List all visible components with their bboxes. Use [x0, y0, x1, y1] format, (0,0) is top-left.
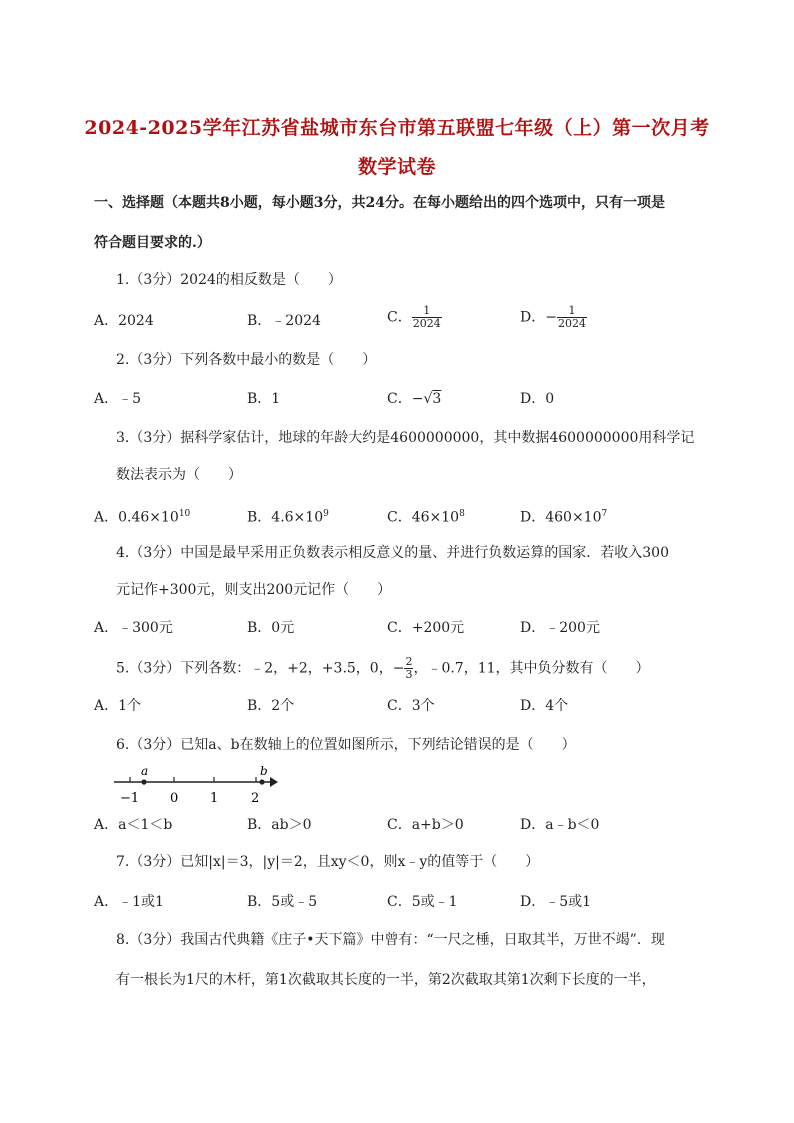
- question-7-stem: 7.（3分）已知|x|＝3，|y|＝2，且xy＜0，则x﹣y的值等于（ ）: [116, 854, 540, 870]
- q1-option-b: B．﹣2024: [247, 313, 321, 329]
- q6-option-b: B．ab＞0: [247, 817, 312, 833]
- q5-option-c: C．3个: [387, 698, 435, 714]
- q3-option-c: [387, 504, 465, 528]
- q3-d-base: D．460×10: [520, 509, 602, 526]
- q5-stem-pre: 5.（3分）下列各数：﹣2，+2，+3.5，0，−: [116, 660, 405, 677]
- tick-label-2: 2: [251, 791, 260, 806]
- q6-option-a: A．a＜1＜b: [94, 817, 173, 833]
- question-5-stem: [116, 656, 650, 681]
- q5-denominator: 3: [405, 668, 413, 681]
- q3-a-base: A．0.46×10: [94, 509, 179, 526]
- q2-option-c: [387, 389, 441, 409]
- q1-c-numerator: 1: [412, 305, 442, 318]
- q2-option-b: B．1: [247, 391, 281, 407]
- q3-d-exponent: 7: [601, 509, 608, 519]
- q3-option-a: [94, 504, 190, 528]
- question-4-stem-line2: 元记作+300元，则支出200元记作（ ）: [116, 582, 392, 598]
- q2-option-d: D．0: [520, 391, 555, 407]
- q6-option-c: C．a+b＞0: [387, 817, 464, 833]
- q3-c-base: C．46×10: [387, 509, 460, 526]
- section-heading-line1: 一、选择题（本题共8小题，每小题3分，共24分。在每小题给出的四个选项中，只有一项是: [94, 195, 665, 211]
- q7-option-b: B．5或﹣5: [247, 894, 318, 910]
- q7-option-d: D．﹣5或1: [520, 894, 592, 910]
- q4-option-d: D．﹣200元: [520, 620, 600, 636]
- q7-option-a: A．﹣1或1: [94, 894, 164, 910]
- q2-option-c-radicand: 3: [432, 391, 442, 407]
- q1-option-d-prefix: D．−: [520, 309, 557, 326]
- q1-option-c-fraction: [412, 305, 442, 330]
- exam-title-line1: 2024-2025学年江苏省盐城市东台市第五联盟七年级（上）第一次月考: [84, 117, 710, 139]
- point-a-dot: [141, 779, 146, 784]
- q5-option-d: D．4个: [520, 698, 569, 714]
- q4-option-c: C．+200元: [387, 620, 465, 636]
- q3-a-exponent: 10: [178, 509, 191, 519]
- q2-option-a: A．﹣5: [94, 391, 142, 407]
- q1-d-numerator: 1: [557, 305, 587, 318]
- question-3-stem-line2: 数法表示为（ ）: [116, 467, 242, 483]
- q1-option-a: A．2024: [94, 313, 154, 329]
- q1-option-c-prefix: C．: [387, 309, 412, 326]
- question-8-stem-line2: 有一根长为1尺的木杆，第1次截取其长度的一半，第2次截取其第1次剩下长度的一半，: [116, 972, 656, 988]
- q1-c-denominator: 2024: [412, 317, 441, 330]
- q5-option-a: A．1个: [94, 698, 142, 714]
- point-b-label: b: [260, 764, 268, 778]
- q3-option-b: [247, 504, 329, 528]
- number-line-figure: [110, 762, 290, 808]
- question-4-stem-line1: 4.（3分）中国是最早采用正负数表示相反意义的量、并进行负数运算的国家．若收入300: [116, 545, 669, 561]
- q5-option-b: B．2个: [247, 698, 295, 714]
- tick-label-1: 1: [210, 791, 219, 806]
- question-8-stem-line1: 8.（3分）我国古代典籍《庄子•天下篇》中曾有：“一尺之棰，日取其半，万世不竭”．现: [116, 932, 665, 948]
- q1-option-c: [387, 305, 442, 330]
- point-a-label: a: [141, 764, 149, 778]
- tick-label-neg1: −1: [120, 791, 140, 806]
- q6-option-d: D．a﹣b＜0: [520, 817, 600, 833]
- q3-option-d: [520, 504, 607, 528]
- q5-stem-post: ，﹣0.7，11，其中负分数有（ ）: [413, 660, 650, 677]
- question-2-stem: 2.（3分）下列各数中最小的数是（ ）: [116, 352, 377, 368]
- q1-option-d: [520, 305, 587, 330]
- tick-label-0: 0: [170, 791, 179, 806]
- q3-b-exponent: 9: [323, 509, 329, 519]
- point-b-dot: [259, 779, 264, 784]
- q5-numerator: 2: [405, 655, 413, 668]
- question-6-stem: 6.（3分）已知a、b在数轴上的位置如图所示，下列结论错误的是（ ）: [116, 737, 576, 753]
- question-1-stem: 1.（3分）2024的相反数是（ ）: [116, 272, 342, 288]
- q4-option-a: A．﹣300元: [94, 620, 173, 636]
- exam-title-line2: 数学试卷: [357, 156, 436, 178]
- q3-c-exponent: 8: [459, 509, 465, 519]
- q2-option-c-prefix: C．−√: [387, 391, 433, 407]
- question-3-stem-line1: 3.（3分）据科学家估计，地球的年龄大约是4600000000，其中数据4600000000用科学记: [116, 430, 695, 446]
- q1-d-denominator: 2024: [557, 317, 586, 330]
- section-heading-line2: 符合题目要求的.）: [94, 235, 211, 251]
- number-line-arrow: [270, 777, 278, 787]
- q1-option-d-fraction: [557, 305, 587, 330]
- q3-b-base: B．4.6×10: [247, 509, 324, 526]
- q7-option-c: C．5或﹣1: [387, 894, 458, 910]
- q4-option-b: B．0元: [247, 620, 295, 636]
